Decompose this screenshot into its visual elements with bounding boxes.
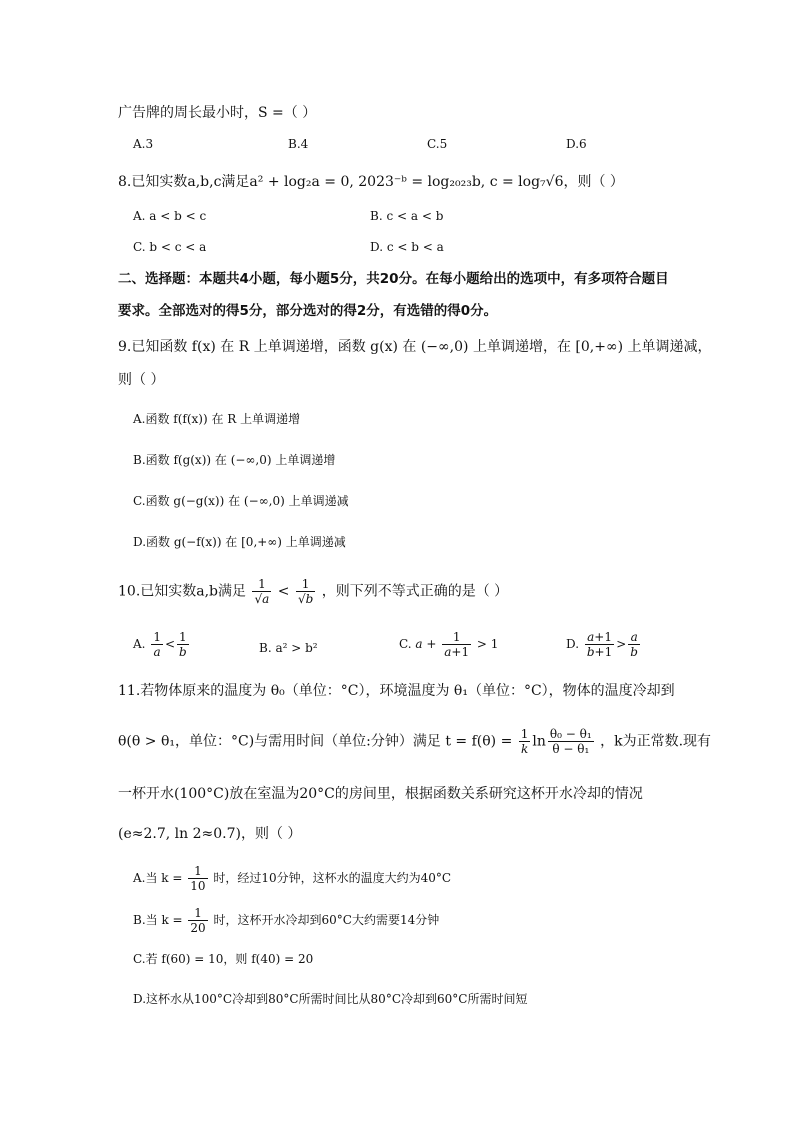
q10-stem: 10.已知实数a,b满足 $\frac{1}{√a}$ < $\frac{1}{√b}$ ，则下列不等式正确的是（ ） [118, 577, 509, 606]
section-2-heading-line1: 二、选择题：本题共4小题，每小题5分，共20分。在每小题给出的选项中，有多项符合题目 [118, 271, 669, 287]
q8-option-a: A. a < b < c [133, 209, 207, 223]
q7-option-c: C.5 [427, 137, 448, 151]
q11-line2-post: ，k为正常数.现有 [600, 733, 712, 750]
q9-stem-line2: 则（ ） [118, 372, 165, 388]
q10-option-d: D. $\frac{a+1}{b+1}$ > $\frac{a}{b}$ [566, 630, 638, 659]
q11-option-c: C.若 f(60) = 10，则 f(40) = 20 [133, 952, 314, 966]
q10-option-a: A. $\frac{1}{a}$ < $\frac{1}{b}$ [133, 630, 187, 659]
q10-stem-pre: 10.已知实数a,b满足 [118, 583, 247, 600]
q11-line2-pre: θ(θ > θ₁，单位：°C)与需用时间（单位:分钟）满足 t = f(θ) = [118, 733, 513, 750]
q10-option-c-label: C. [399, 637, 412, 651]
section-2-heading-line2: 要求。全部选对的得5分，部分选对的得2分，有选错的得0分。 [118, 303, 498, 319]
q10-option-b-expr: a² > b² [275, 641, 318, 655]
q10-option-b [259, 638, 318, 658]
q10-option-b-label: B. [259, 641, 272, 655]
q11-stem-line2: θ(θ > θ₁，单位：°C)与需用时间（单位:分钟）满足 t = f(θ) = $\frac{1}{k}$ ln $\frac{\text{θ₀ − θ₁}}{\text{θ − θ₁}}$ ，k为正常数.现有 [118, 727, 712, 756]
q9-stem-line1: 9.已知函数 f(x) 在 R 上单调递增，函数 g(x) 在 (−∞,0) 上单调递增，在 [0,+∞) 上单调递减， [118, 339, 712, 355]
q9-option-a: A.函数 f(f(x)) 在 R 上单调递增 [133, 412, 301, 426]
q11-option-a-post: 时，经过10分钟，这杯水的温度大约为40°C [213, 871, 452, 885]
q11-option-a: A.当 k = $\frac{1}{10}$ 时，经过10分钟，这杯水的温度大约为40°C [133, 864, 452, 893]
q9-option-b: B.函数 f(g(x)) 在 (−∞,0) 上单调递增 [133, 453, 336, 467]
q10-stem-post: ，则下列不等式正确的是（ ） [321, 583, 509, 600]
q11-option-a-pre: A.当 k = [133, 871, 183, 885]
q10-option-c: C. a + $\frac{1}{a+1}$ > 1 [399, 630, 499, 659]
q7-option-b: B.4 [288, 137, 309, 151]
q11-stem-line4: (e≈2.7, ln 2≈0.7)，则（ ） [118, 826, 302, 842]
q7-stem-tail: 广告牌的周长最小时，S =（ ） [118, 105, 317, 121]
q9-option-d: D.函数 g(−f(x)) 在 [0,+∞) 上单调递减 [133, 535, 346, 549]
q8-option-b: B. c < a < b [370, 209, 444, 223]
q9-option-c: C.函数 g(−g(x)) 在 (−∞,0) 上单调递减 [133, 494, 349, 508]
q11-option-b-post: 时，这杯开水冷却到60°C大约需要14分钟 [213, 913, 440, 927]
q10-fraction-left: $\frac{1}{√a}$ [254, 577, 270, 606]
q11-stem-line1: 11.若物体原来的温度为 θ₀（单位：°C），环境温度为 θ₁（单位：°C），物体的温度冷却到 [118, 683, 675, 699]
q11-stem-line3: 一杯开水(100°C)放在室温为20°C的房间里，根据函数关系研究这杯开水冷却的情况 [118, 786, 643, 802]
q10-fraction-right: $\frac{1}{√b}$ [297, 577, 314, 606]
q7-option-a: A.3 [133, 137, 154, 151]
q10-option-d-label: D. [566, 637, 580, 651]
q10-option-a-label: A. [133, 637, 146, 651]
q11-option-d: D.这杯水从100°C冷却到80°C所需时间比从80°C冷却到60°C所需时间短 [133, 992, 528, 1006]
q11-option-b: B.当 k = $\frac{1}{20}$ 时，这杯开水冷却到60°C大约需要14分钟 [133, 906, 440, 935]
q8-option-d: D. c < b < a [370, 240, 444, 254]
q8-stem: 8.已知实数a,b,c满足a² + log₂a = 0, 2023⁻ᵇ = log₂₀₂₃b, c = log₇√6，则（ ） [118, 174, 624, 190]
q11-option-b-pre: B.当 k = [133, 913, 183, 927]
q8-option-c: C. b < c < a [133, 240, 207, 254]
q7-option-d: D.6 [566, 137, 587, 151]
